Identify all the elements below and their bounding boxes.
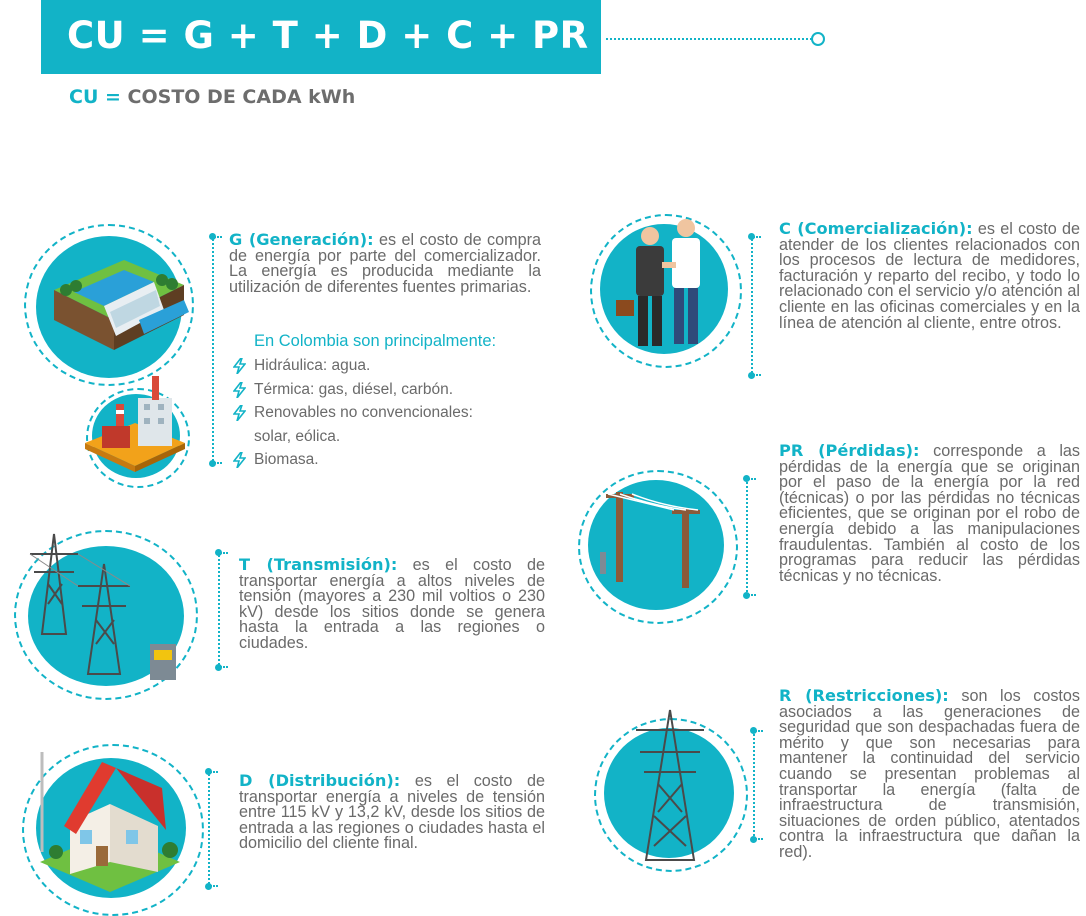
distribution-description — [239, 773, 545, 852]
list-item: Renovables no convencionales: — [233, 404, 553, 428]
bolt-icon — [233, 405, 246, 421]
losses-bracket — [746, 478, 748, 596]
sources-list — [233, 332, 553, 475]
formula-title: CU = G + T + D + C + PR + R — [67, 14, 676, 57]
list-item: Hidráulica: agua. — [233, 357, 553, 381]
bolt-icon — [233, 382, 246, 398]
generation-bracket — [212, 236, 214, 464]
list-item: solar, eólica. — [254, 427, 341, 445]
power-tower-icon — [620, 700, 720, 870]
distribution-bracket — [208, 771, 210, 887]
losses-text: corresponde a las pérdidas de la energía que se originan por el paso de la energía por la red (técnicas) o por las pérdidas no técnicas eficientes, que se originan por el robo de energía debido a las manipulaciones fraudulentas. También al costo de los programas para reducir las pérdidas técnicas y no técnicas. — [779, 442, 1081, 585]
header-line-end — [811, 32, 825, 46]
sources-heading: En Colombia son principalmente: — [254, 332, 497, 350]
generation-description — [229, 232, 541, 295]
commercialization-bracket — [751, 236, 753, 376]
subtitle-text: COSTO DE CADA kWh — [127, 86, 356, 108]
transmission-towers-icon — [16, 524, 186, 694]
transmission-term: T (Transmisión): — [239, 555, 398, 574]
distribution-term: D (Distribución): — [239, 771, 401, 790]
subtitle-term: CU = — [69, 86, 121, 108]
formula-banner — [41, 0, 676, 74]
restrictions-term: R (Restricciones): — [779, 686, 949, 705]
distribution-text: es el costo de transportar energía a niveles de tensión entre 115 kV y 13,2 kV, desde los sitios de entrada a las regiones o ciudades hasta el domicilio del cliente final. — [239, 772, 545, 853]
transmission-text: es el costo de transportar energía a altos niveles de tensión (mayores a 230 mil voltios o 230 kV) desde los sitios donde se genera hasta la entrada a las regiones o ciudades. — [239, 556, 546, 652]
handshake-icon — [606, 214, 726, 360]
thermal-plant-icon — [80, 368, 190, 478]
commercialization-description — [779, 221, 1080, 331]
generation-text: es el costo de compra de energía por parte del comercializador. La energía es producida mediante la utilización de diferentes fuentes primarias. — [229, 231, 542, 296]
utility-poles-icon — [590, 470, 720, 610]
restrictions-bracket — [753, 730, 755, 840]
commercialization-term: C (Comercialización): — [779, 219, 973, 238]
house-icon — [30, 742, 190, 902]
losses-description — [779, 443, 1080, 584]
hydro-dam-icon — [44, 250, 194, 370]
subtitle — [69, 86, 355, 108]
commercialization-text: es el costo de atender de los clientes relacionados con los procesos de lectura de medidores, facturación y reparto del recibo, y todo lo relacionado con el servicio y/o atención al cliente en las oficinas comerciales y en la línea de atención al cliente, entre otros. — [779, 220, 1081, 332]
list-item: Térmica: gas, diésel, carbón. — [233, 381, 553, 405]
losses-term: PR (Pérdidas): — [779, 441, 920, 460]
generation-term: G (Generación): — [229, 230, 374, 249]
transmission-bracket — [218, 552, 220, 668]
transmission-description — [239, 557, 545, 652]
restrictions-description — [779, 688, 1080, 861]
header-dotted-line — [606, 38, 812, 40]
restrictions-text: son los costos asociados a las generaciones de seguridad que son despachadas fuera de mérito y que son necesarias para mantener la continuidad del servicio cuando se presentan problemas al transportar la energía (falta de infraestructura de transmisión, situaciones de orden público, atentados contra la infraestructura que dañan la red). — [779, 687, 1081, 861]
bolt-icon — [233, 358, 246, 374]
bolt-icon — [233, 452, 246, 468]
list-item: Biomasa. — [233, 451, 553, 475]
